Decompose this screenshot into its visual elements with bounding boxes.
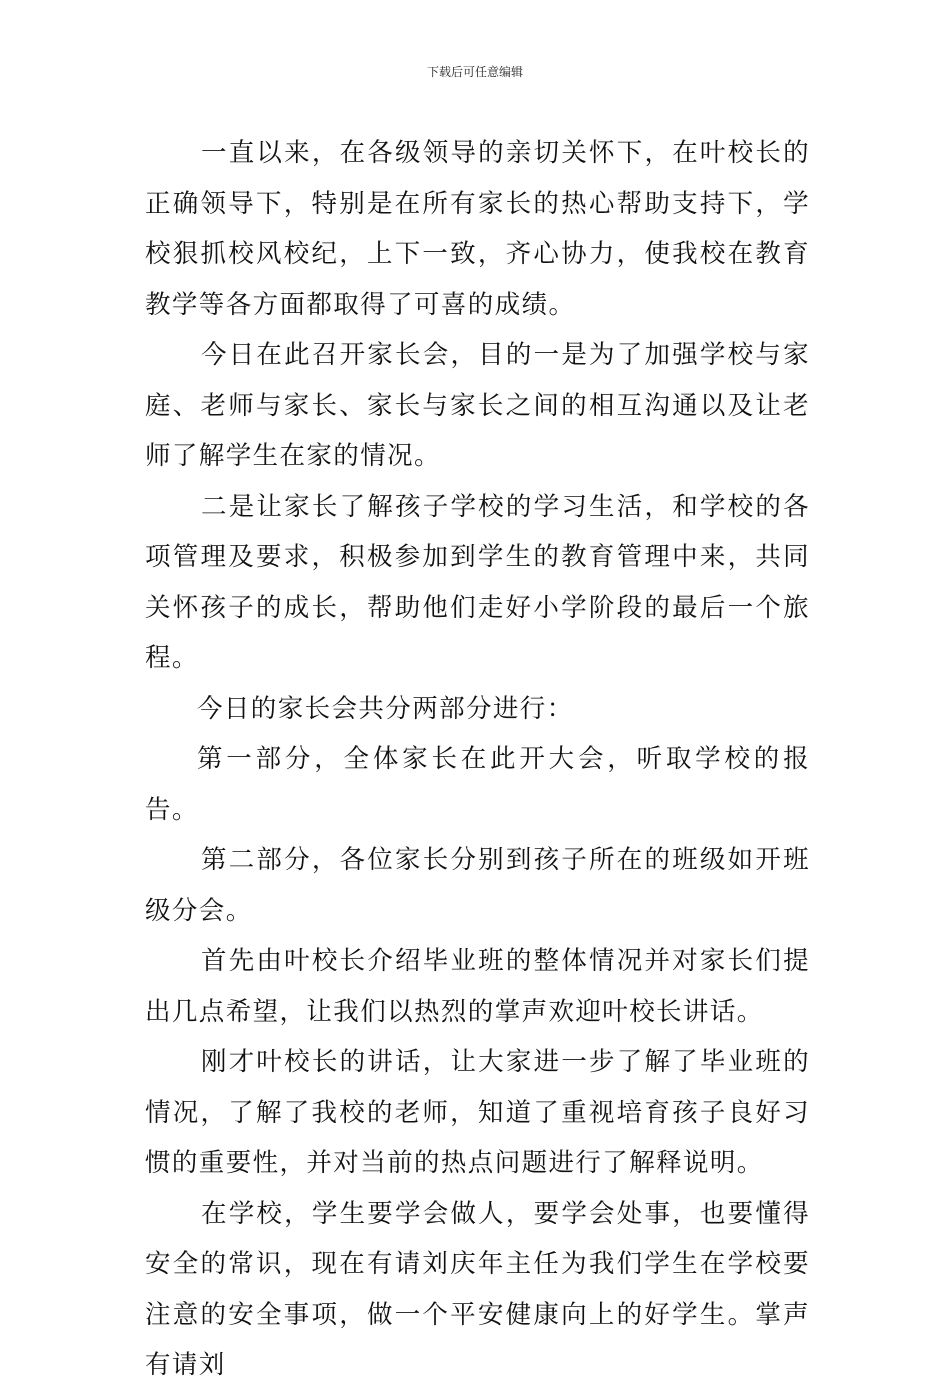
paragraph-2: 今日在此召开家长会，目的一是为了加强学校与家庭、老师与家长、家长与家长之间的相互沟通以及让老师了解学生在家的情况。 [145,340,810,471]
paragraph-5: 第一部分，全体家长在此开大会，听取学校的报告。 [145,744,810,825]
paragraph-8: 刚才叶校长的讲话，让大家进一步了解了毕业班的情况，了解了我校的老师，知道了重视培育孩子良好习惯的重要性，并对当前的热点问题进行了解释说明。 [145,1047,810,1178]
paragraph-9: 在学校，学生要学会做人，要学会处事，也要懂得安全的常识，现在有请刘庆年主任为我们学生在学校要注意的安全事项，做一个平安健康向上的好学生。掌声有请刘 [145,1198,810,1380]
paragraph-4: 今日的家长会共分两部分进行： [197,693,574,724]
paragraph-3: 二是让家长了解孩子学校的学习生活，和学校的各项管理及要求，积极参加到学生的教育管理中来，共同关怀孩子的成长，帮助他们走好小学阶段的最后一个旅程。 [145,491,810,673]
page-header: 下载后可任意编辑 [426,65,523,79]
paragraph-1: 一直以来，在各级领导的亲切关怀下，在叶校长的正确领导下，特别是在所有家长的热心帮助支持下，学校狠抓校风校纪，上下一致，齐心协力，使我校在教育教学等各方面都取得了可喜的成绩。 [145,138,810,320]
paragraph-6: 第二部分，各位家长分别到孩子所在的班级如开班级分会。 [145,845,810,926]
document-body [145,128,810,1391]
paragraph-7: 首先由叶校长介绍毕业班的整体情况并对家长们提出几点希望，让我们以热烈的掌声欢迎叶校长讲话。 [145,946,810,1027]
